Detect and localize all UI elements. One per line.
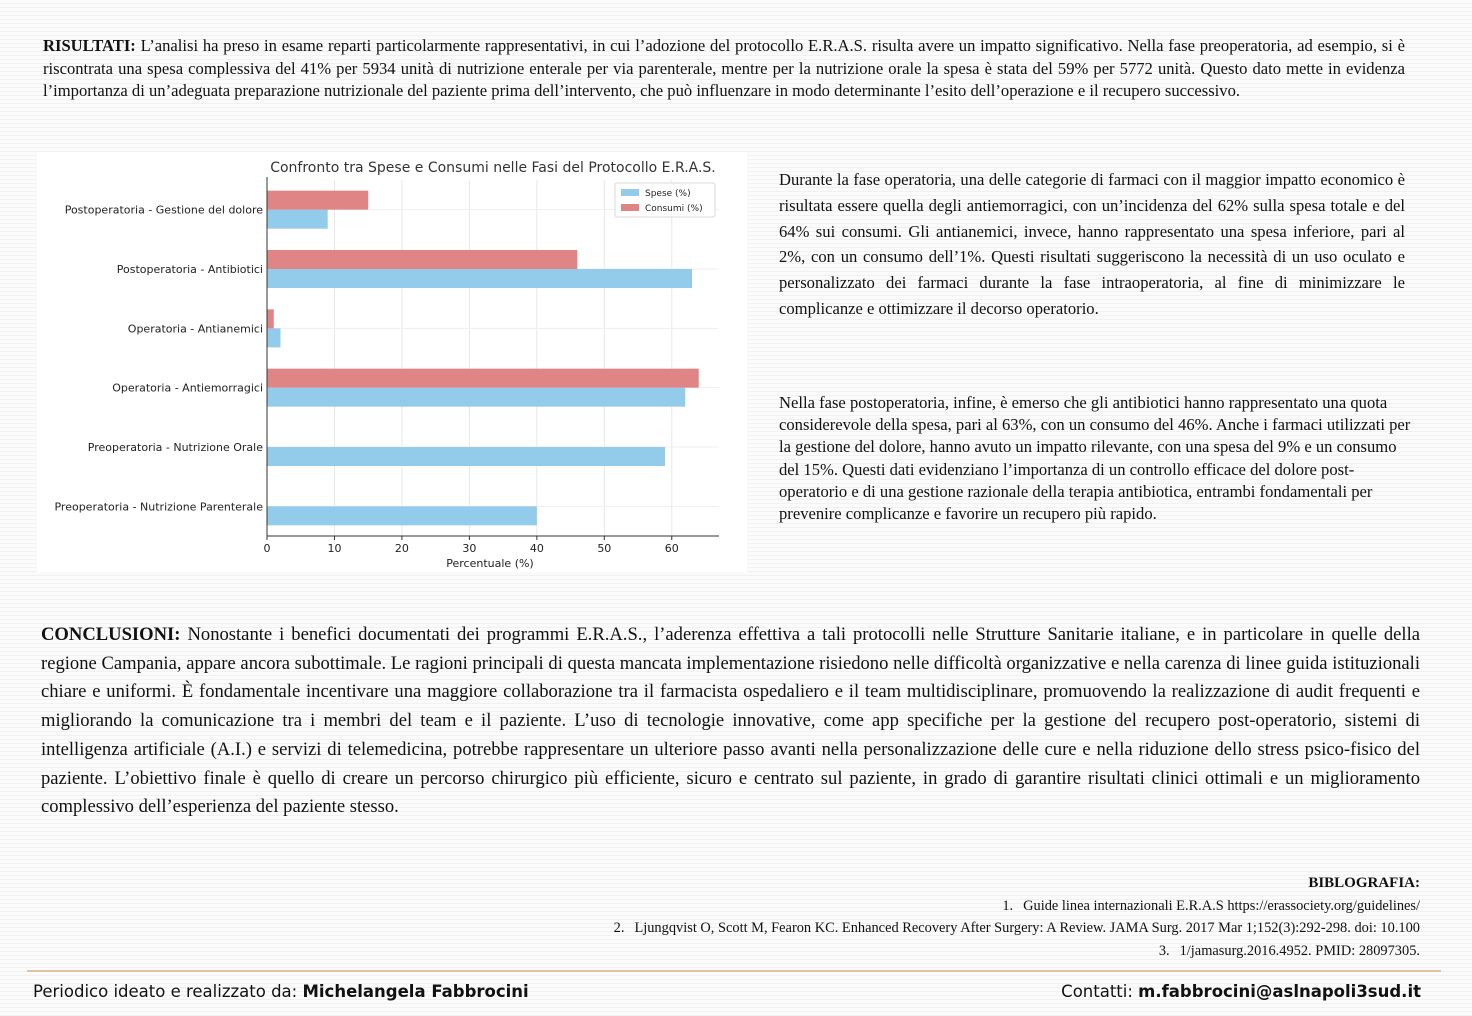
y-tick-label: Postoperatoria - Antibiotici xyxy=(116,263,263,276)
footer-credits xyxy=(33,980,529,1004)
footer-contacts xyxy=(1061,980,1421,1004)
reference-number: 3. xyxy=(1158,942,1170,959)
reference-number: 2. xyxy=(613,920,625,937)
conclusioni-section xyxy=(41,621,1420,822)
legend-label: Spese (%) xyxy=(645,189,691,199)
conclusioni-heading: CONCLUSIONI: xyxy=(41,624,181,645)
reference-number: 1. xyxy=(1002,897,1014,914)
y-tick-label: Preoperatoria - Nutrizione Parenterale xyxy=(54,500,263,514)
x-tick-label: 50 xyxy=(597,542,612,555)
bar-spese xyxy=(267,210,328,229)
operatoria-paragraph: Durante la fase operatoria, una delle categorie di farmaci con il maggior impatto economico è risultata essere quella degli antiemorragici, con un’incidenza del 62% sulla spesa totale e del 64% sui consumi. Gli antianemici, invece, hanno rappresentato una spesa inferiore, pari al 2%, con un consumo dell’1%. Questi risultati suggeriscono la necessità di un uso oculato e personalizzato dei farmaci durante la fase intraoperatoria, al fine di minimizzare le complicanze e ottimizzare il decorso operatorio. xyxy=(779,170,1405,318)
x-axis-label: Percentuale (%) xyxy=(446,557,534,570)
bibliografia-title: BIBLOGRAFIA: xyxy=(1308,875,1420,891)
bar-spese xyxy=(267,328,280,347)
reference-item xyxy=(420,917,1420,940)
x-tick-label: 30 xyxy=(462,542,477,555)
bar-spese xyxy=(267,447,665,466)
chart-title: Confronto tra Spese e Consumi nelle Fasi del Protocollo E.R.A.S. xyxy=(270,160,716,176)
footer-credits-label: Periodico ideato e realizzato da: xyxy=(33,982,303,1001)
conclusioni-text: Nonostante i benefici documentati dei programmi E.R.A.S., l’aderenza effettiva a tali protocolli nelle Strutture Sanitarie italiane, e in particolare in quelle della regione Campania, appare ancora subottimale. Le ragioni principali di questa mancata implementazione risiedono nelle difficoltà organizzative e nella carenza di linee guida istituzionali chiare e uniformi. È fondamentale incentivare una maggiore collaborazione tra il farmacista ospedaliero e il team multidisciplinare, promuovendo la realizzazione di audit frequenti e migliorando la comunicazione tra i membri del team e il paziente. L’uso di tecnologie innovative, come app specifiche per la gestione del recupero post-operatorio, sistemi di intelligenza artificiale (A.I.) e servizi di telemedicina, potrebbe rappresentare un ulteriore passo avanti nella personalizzazione delle cure e nella riduzione dello stress psico-fisico del paziente. L’obiettivo finale è quello di creare un percorso chirurgico più efficiente, sicuro e centrato sul paziente, in grado di garantire risultati clinici ottimali e un miglioramento complessivo dell’esperienza del paziente stesso. xyxy=(41,624,1420,818)
y-tick-label: Operatoria - Antiemorragici xyxy=(112,381,263,395)
legend-swatch xyxy=(621,189,639,196)
risultati-heading: RISULTATI: xyxy=(43,36,136,55)
bar-consumi xyxy=(267,309,274,328)
reference-text: 1/jamasurg.2016.4952. PMID: 28097305. xyxy=(1179,942,1420,959)
footer-author: Michelangela Fabbrocini xyxy=(302,982,529,1001)
y-tick-label: Postoperatoria - Gestione del dolore xyxy=(64,203,263,217)
x-tick-label: 0 xyxy=(263,542,271,555)
y-tick-label: Operatoria - Antianemici xyxy=(127,322,263,336)
x-tick-label: 20 xyxy=(394,542,409,555)
reference-item xyxy=(420,940,1420,963)
y-tick-label: Preoperatoria - Nutrizione Orale xyxy=(87,441,263,454)
bar-spese xyxy=(267,506,537,525)
footer-divider xyxy=(27,970,1441,972)
reference-text: Guide linea internazionali E.R.A.S https://erassociety.org/guidelines/ xyxy=(1023,897,1420,914)
chart-svg xyxy=(37,152,747,572)
bibliografia-section xyxy=(420,872,1420,962)
risultati-section xyxy=(43,35,1405,103)
legend-label: Consumi (%) xyxy=(645,204,703,214)
footer-email[interactable]: m.fabbrocini@aslnapoli3sud.it xyxy=(1138,982,1421,1001)
bar-consumi xyxy=(267,369,699,388)
legend-swatch xyxy=(621,204,639,211)
reference-item xyxy=(420,895,1420,918)
bar-chart xyxy=(37,152,747,572)
bar-consumi xyxy=(267,250,577,269)
x-tick-label: 40 xyxy=(529,542,544,555)
bar-consumi xyxy=(267,191,368,210)
reference-text: Ljungqvist O, Scott M, Fearon KC. Enhanced Recovery After Surgery: A Review. JAMA Surg. 2017 Mar 1;152(3):292-298. doi: 10.100 xyxy=(634,920,1420,937)
risultati-text: L’analisi ha preso in esame reparti particolarmente rappresentativi, in cui l’adozione del protocollo E.R.A.S. risulta avere un impatto significativo. Nella fase preoperatoria, ad esempio, si è riscontrata una spesa complessiva del 41% per 5934 unità di nutrizione enterale per via parenterale, mentre per la nutrizione orale la spesa è stata del 59% per 5772 unità. Questo dato mette in evidenza l’importanza di un’adeguata preparazione nutrizionale del paziente prima dell’intervento, che può influenzare in modo determinante l’esito dell’operazione e il recupero successivo. xyxy=(43,36,1405,100)
x-tick-label: 10 xyxy=(327,542,342,555)
x-tick-label: 60 xyxy=(664,542,679,555)
bar-spese xyxy=(267,388,685,407)
bar-spese xyxy=(267,269,692,288)
postoperatoria-paragraph: Nella fase postoperatoria, infine, è emerso che gli antibiotici hanno rappresentato una quota considerevole della spesa, pari al 63%, con un consumo del 46%. Anche i farmaci utilizzati per la gestione del dolore, hanno avuto un impatto rilevante, con una spesa del 9% e un consumo del 15%. Questi dati evidenziano l’importanza di un controllo efficace del dolore post-operatorio e di una gestione razionale della terapia antibiotica, entrambi fondamentali per prevenire complicanze e favorire un recupero più rapido. xyxy=(779,393,1411,524)
footer-contacts-label: Contatti: xyxy=(1061,982,1139,1001)
